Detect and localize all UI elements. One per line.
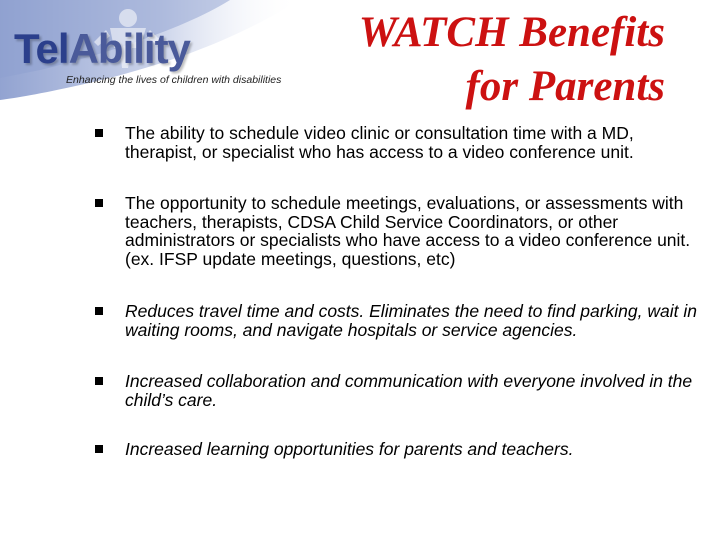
slide-title-line-2: for Parents — [465, 63, 665, 110]
slide-title — [305, 6, 665, 114]
bullet-text: The opportunity to schedule meetings, evaluations, or assessments with teachers, therapists, CDSA Child Service Coordinators, or other administrators or specialists who have access to a video conference unit. (ex. IFSP update meetings, questions, etc) — [125, 193, 691, 269]
bullet-text: Increased collaboration and communication with everyone involved in the child’s care. — [125, 371, 693, 410]
bullet-list — [95, 124, 700, 459]
square-bullet-icon — [95, 129, 103, 137]
logo-tagline: Enhancing the lives of children with disabilities — [66, 74, 282, 86]
bullet-item — [95, 302, 700, 339]
logo-word-ability: Ability — [68, 25, 190, 72]
square-bullet-icon — [95, 307, 103, 315]
telability-logo — [10, 8, 310, 88]
square-bullet-icon — [95, 199, 103, 207]
slide-title-line-1: WATCH Benefits — [358, 9, 665, 56]
bullet-text: The ability to schedule video clinic or consultation time with a MD, therapist, or specialist who has access to a video conference unit. — [125, 123, 634, 162]
bullet-item — [95, 124, 700, 161]
bullet-item — [95, 194, 700, 268]
bullet-item — [95, 372, 700, 409]
bullet-text: Reduces travel time and costs. Eliminates the need to find parking, wait in waiting rooms, and navigate hospitals or service agencies. — [125, 301, 697, 340]
square-bullet-icon — [95, 445, 103, 453]
bullet-item — [95, 440, 700, 459]
logo-wordmark — [14, 25, 190, 72]
square-bullet-icon — [95, 377, 103, 385]
bullet-text: Increased learning opportunities for parents and teachers. — [125, 439, 574, 459]
logo-word-tel: Tel — [14, 25, 69, 72]
